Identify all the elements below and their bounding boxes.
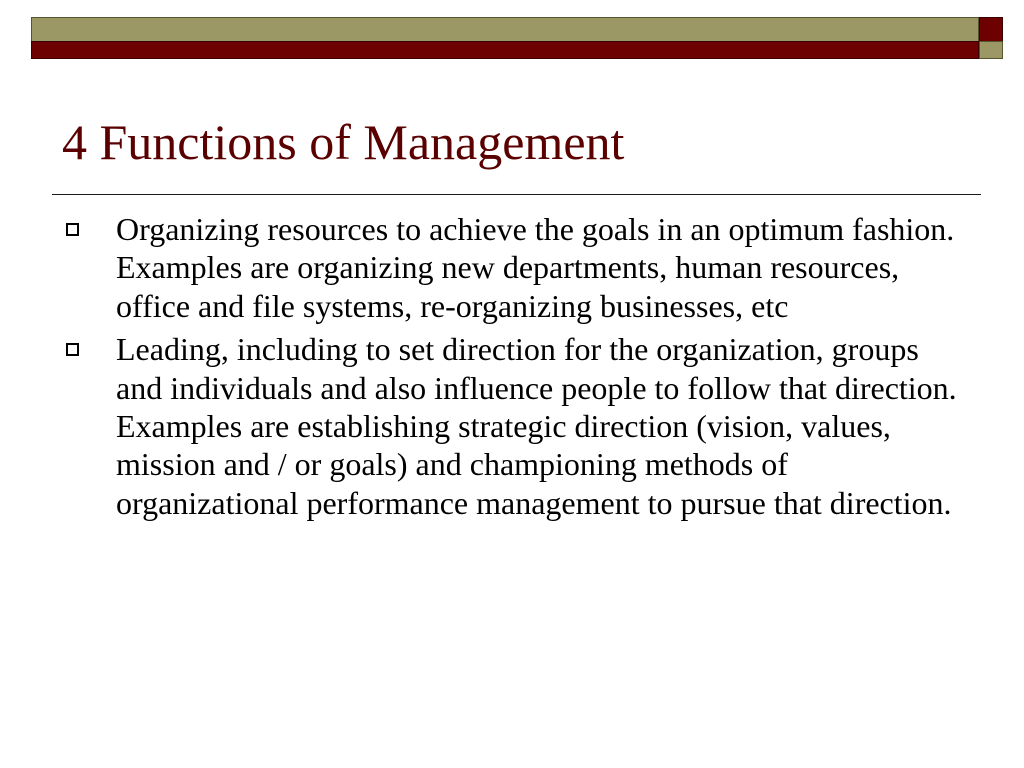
- header-band-maroon: [31, 41, 979, 59]
- header-band-olive: [31, 17, 979, 42]
- header-corner-maroon: [979, 17, 1003, 42]
- bullet-list: [0, 210, 1024, 527]
- slide-title: 4 Functions of Management: [62, 114, 625, 170]
- hollow-square-bullet-icon: [66, 343, 79, 356]
- bullet-text: Organizing resources to achieve the goals in an optimum fashion. Examples are organizing new departments, human resources, office and file systems, re-organizing businesses, etc: [116, 211, 955, 324]
- bullet-item: [0, 210, 966, 325]
- bullet-text: Leading, including to set direction for the organization, groups and individuals and also influence people to follow that direction. Examples are establishing strategic direction (vision, values, mission and / or goals) and championing methods of organizational performance management to pursue that direction.: [116, 331, 957, 521]
- title-divider: [52, 194, 981, 195]
- bullet-item: [0, 330, 966, 522]
- header-corner-olive: [979, 41, 1003, 59]
- hollow-square-bullet-icon: [66, 223, 79, 236]
